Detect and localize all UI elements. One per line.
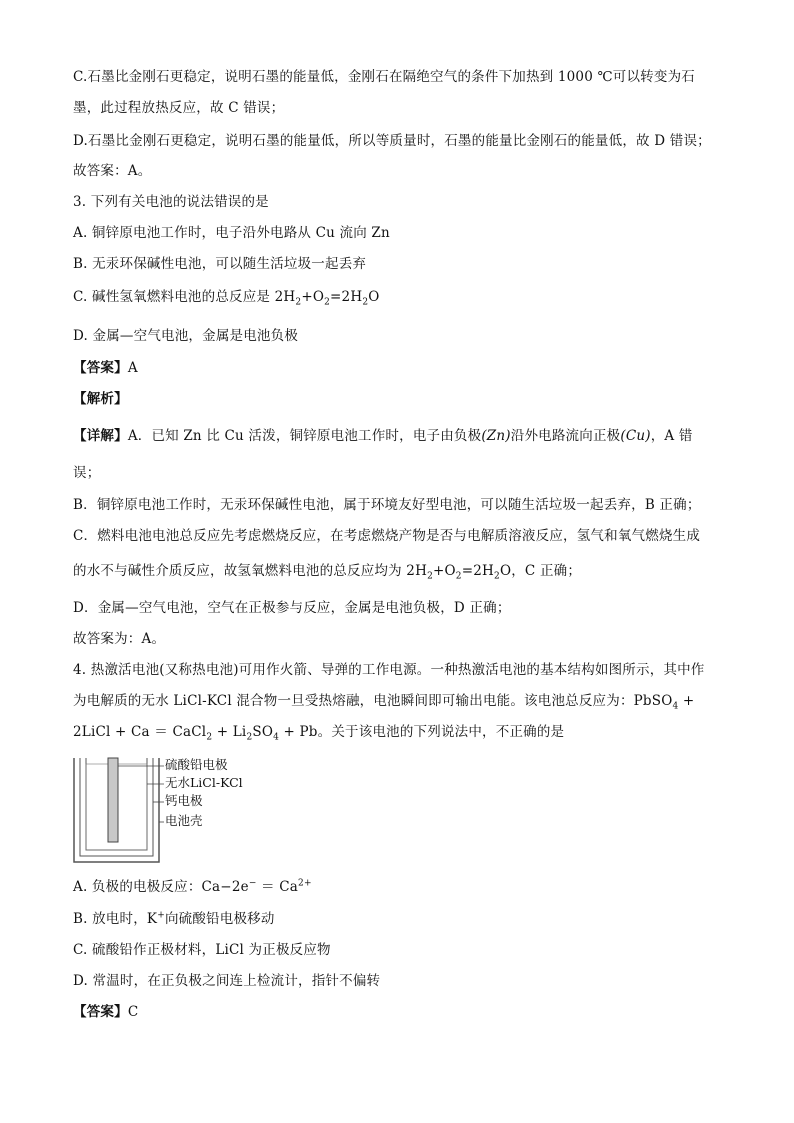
label-battery-shell: 电池壳 [165, 813, 203, 828]
explanation-b: B．铜锌原电池工作时，无汞环保碱性电池，属于环境友好型电池，可以随生活垃圾一起丢弃，B 正确； [73, 497, 701, 513]
question-3-option-c: C. 碱性氢氧燃料电池的总反应是 $2H_2+O_2=2H_2O$ [73, 289, 380, 308]
analysis-tag: 【解析】 [73, 391, 128, 407]
question-4-stem-1: 4. 热激活电池(又称热电池)可用作火箭、导弹的工作电源。一种热激活电池的基本结构如图所示，其中作 [73, 662, 705, 678]
question-4-option-a: A. 负极的电极反应：$Ca-2e^- = Ca^{2+}$ [73, 878, 312, 895]
answer-3 [73, 359, 138, 377]
explanation-d: D．金属—空气电池，空气在正极参与反应，金属是电池负极，D 正确； [73, 600, 511, 616]
question-3-stem: 3. 下列有关电池的说法错误的是 [73, 194, 269, 210]
label-electrolyte: 无水LiCl-KCl [165, 775, 243, 790]
answer-value: A [127, 360, 138, 376]
question-4-stem-3: 2LiCl + Ca ＝ CaCl$_2$ + $Li_2SO_4 + Pb$。关于该电池的下列说法中，不正确的是 [73, 724, 565, 743]
answer-value: C [127, 1004, 139, 1020]
lead-sulfate-electrode [108, 758, 118, 842]
answer-4 [73, 1003, 138, 1021]
thermal-battery-diagram [72, 756, 243, 870]
text-line: D.石墨比金刚石更稳定，说明石墨的能量低，所以等质量时，石墨的能量比金刚石的能量低，故 D 错误； [73, 133, 711, 149]
explanation-c-cont: 的水不与碱性介质反应，故氢氧燃料电池的总反应均为 $2H_2+O_2=2H_2O$，C 正确； [73, 563, 582, 582]
explanation-a-cont: 误； [73, 465, 101, 481]
label-lead-sulfate-electrode: 硫酸铅电极 [165, 757, 228, 772]
question-3-option-a: A. 铜锌原电池工作时，电子沿外电路从 Cu 流向 Zn [73, 225, 390, 241]
question-4-option-d: D. 常温时，在正负极之间连上检流计，指针不偏转 [73, 973, 381, 989]
label-calcium-electrode: 钙电极 [165, 793, 203, 808]
battery-structure-figure [72, 756, 164, 866]
text-line: 故答案：A。 [73, 163, 152, 179]
text-line: C.石墨比金刚石更稳定，说明石墨的能量低，金刚石在隔绝空气的条件下加热到 1000 ℃可以转变为石 [73, 69, 695, 85]
final-answer-3: 故答案为：A。 [73, 631, 166, 647]
question-4-option-b: B. 放电时，K+向硫酸铅电极移动 [73, 910, 275, 927]
answer-tag: 【答案】 [73, 1004, 128, 1020]
question-4-option-c: C. 硫酸铅作正极材料，LiCl 为正极反应物 [73, 942, 331, 958]
explanation-a: 【详解】A．已知 Zn 比 Cu 活泼，铜锌原电池工作时，电子由负极(Zn)沿外电路流向正极(Cu)，A 错 [73, 428, 693, 444]
question-4-stem-2: 为电解质的无水 LiCl-KCl 混合物一旦受热熔融，电池瞬间即可输出电能。该电池总反应为：PbSO$_4$ + [73, 693, 695, 712]
text-line: 墨，此过程放热反应，故 C 错误； [73, 100, 285, 116]
answer-tag: 【答案】 [73, 360, 128, 376]
question-3-option-d: D. 金属—空气电池，金属是电池负极 [73, 328, 299, 344]
question-3-option-b: B. 无汞环保碱性电池，可以随生活垃圾一起丢弃 [73, 256, 367, 272]
explanation-c: C．燃料电池电池总反应先考虑燃烧反应，在考虑燃烧产物是否与电解质溶液反应，氢气和氧气燃烧生成 [73, 528, 701, 544]
